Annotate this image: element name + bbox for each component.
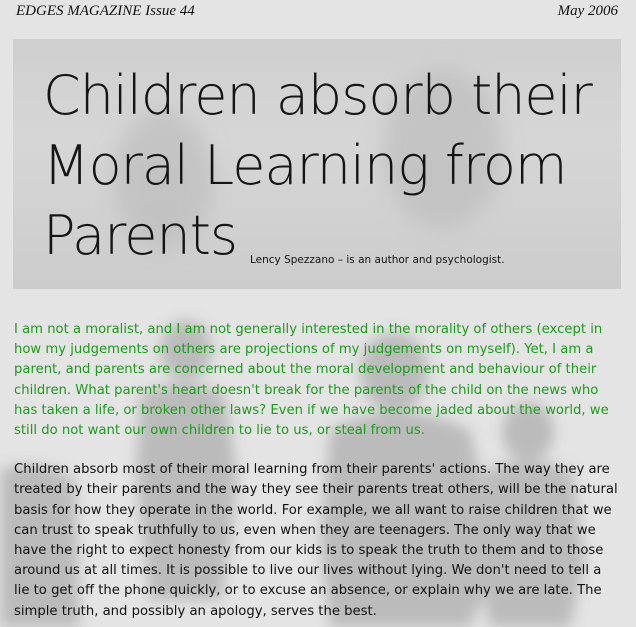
author-credit: Lency Spezzano – is an author and psychologist.	[250, 254, 505, 266]
article-body	[14, 320, 620, 627]
title-line: Children absorb their	[43, 64, 592, 127]
issue-header	[16, 3, 618, 23]
article-title	[43, 61, 592, 271]
article-banner	[13, 39, 621, 289]
body-paragraph: Children absorb most of their moral learning from their parents' actions. The way they are treated by their parents and the way they see their parents treat others, will be the natural basis for how they operate in the world. For example, we all want to raise children that we can trust to speak truthfully to us, even when they are teenagers. The only way that we have the right to expect honesty from our kids is to speak the truth to them and to those around us at all times. It is possible to live our lives without lying. We don't need to tell a lie to get off the phone quickly, or to excuse an absence, or explain why we are late. The simple truth, and possibly an apology, serves the best.	[14, 462, 618, 619]
issue-date: May 2006	[557, 3, 618, 19]
intro-paragraph: I am not a moralist, and I am not generally interested in the morality of others (except in how my judgements on others are projections of my judgements on myself). Yet, I am a parent, and parents are concerned about the moral development and behaviour of their children. What parent's heart doesn't break for the parents of the child on the news who has taken a life, or broken other laws? Even if we have become jaded about the world, we still do not want our own children to lie to us, or steal from us.	[14, 322, 609, 439]
publication-name: EDGES MAGAZINE Issue 44	[16, 3, 195, 19]
title-line: Moral Learning from	[43, 134, 567, 197]
title-line: Parents	[43, 204, 237, 267]
